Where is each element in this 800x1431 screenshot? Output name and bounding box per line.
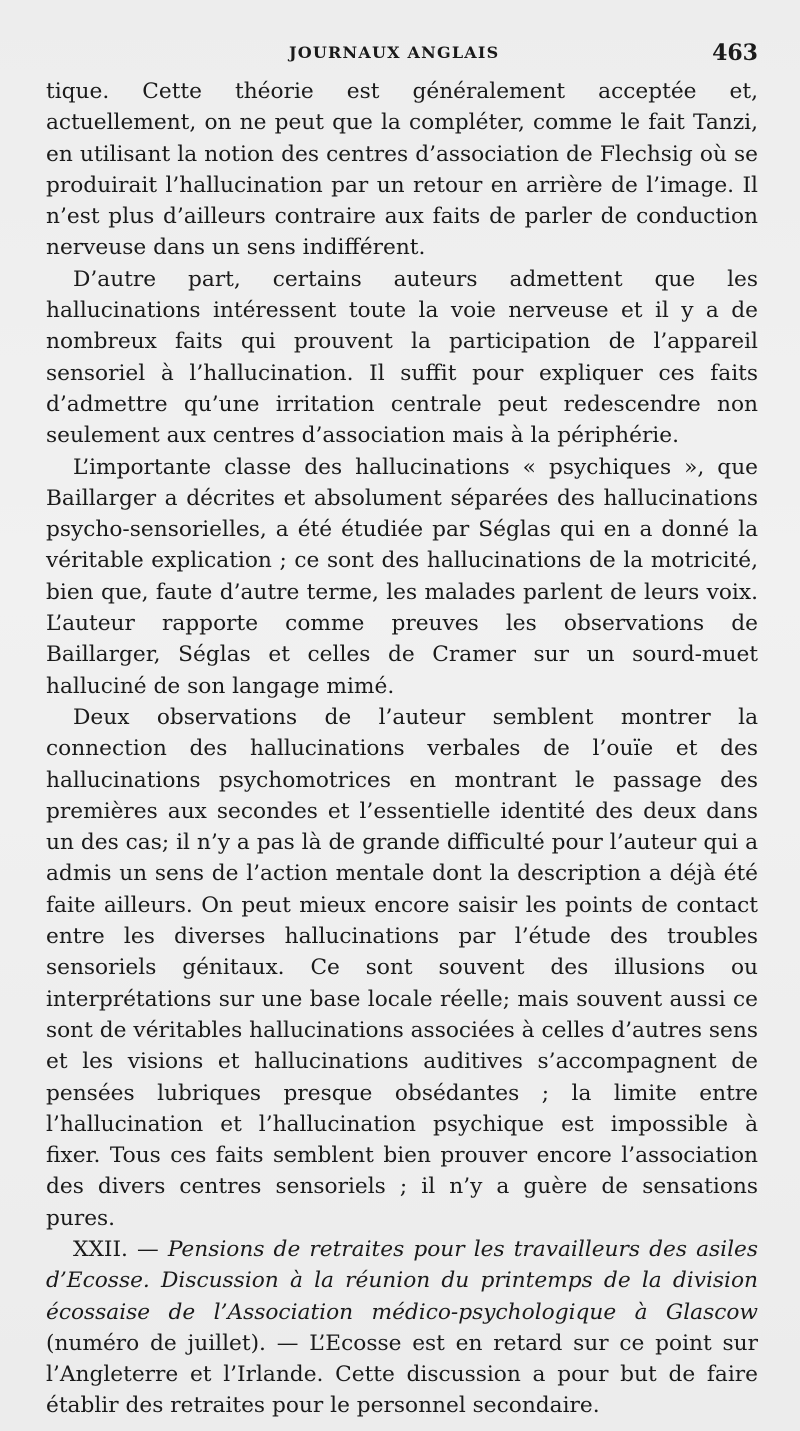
paragraph-continuation: tique. Cette théorie est généralement acceptée et, actuellement, on ne peut que la compléter, comme le fait Tanzi, en utilisant la notion des centres d’association de Flechsig où se produirait l’hallucination par un retour en arrière de l’image. Il n’est plus d’ailleurs contraire aux faits de parler de conduction nerveuse dans un sens indifférent. [46, 79, 758, 261]
running-head [0, 38, 800, 68]
section-text: (numéro de juillet). — L’Ecosse est en retard sur ce point sur l’Angleterre et l’Irlande. Cette discussion a pour but de faire établir des retraites pour le personnel secondaire. [46, 1330, 758, 1419]
section-xxii [46, 1234, 758, 1422]
paragraph-psychic-hallucinations: L’importante classe des hallucinations « psychiques », que Baillarger a décrites et absolument séparées des hallucinations psycho-sensorielles, a été étudiée par Séglas qui en a donné la véritable explication ; ce sont des hallucinations de la motricité, bien que, faute d’autre terme, les malades parlent de leurs voix. L’auteur rapporte comme preuves les observations de Baillarger, Séglas et celles de Cramer sur un sourd-muet halluciné de son langage mimé. [46, 454, 758, 699]
running-title: JOURNAUX ANGLAIS [289, 43, 500, 62]
body-text [46, 76, 758, 1422]
section-number: XXII. — [73, 1236, 159, 1262]
page-number: 463 [712, 40, 758, 66]
paragraph-nerve-pathway: D’autre part, certains auteurs admettent que les hallucinations intéressent toute la voie nerveuse et il y a de nombreux faits qui prouvent la participation de l’appareil sensoriel à l’hallucination. Il suffit pour expliquer ces faits d’admettre qu’une irritation centrale peut redescendre non seulement aux centres d’association mais à la périphérie. [46, 266, 758, 449]
section-title: Pensions de retraites pour les travailleurs des asiles d’Ecosse. Discussion à la réunion du printemps de la division écossaise de l’Association médico-psychologique à Glascow [46, 1236, 758, 1325]
paragraph-author-observations: Deux observations de l’auteur semblent montrer la connection des hallucinations verbales de l’ouïe et des hallucinations psychomotrices en montrant le passage des premières aux secondes et l’essentielle identité des deux dans un des cas; il n’y a pas là de grande difficulté pour l’auteur qui a admis un sens de l’action mentale dont la description a déjà été faite ailleurs. On peut mieux encore saisir les points de contact entre les diverses hallucinations par l’étude des troubles sensoriels génitaux. Ce sont souvent des illusions ou interprétations sur une base locale réelle; mais souvent aussi ce sont de véritables hallucinations associées à celles d’autres sens et les visions et hallucinations auditives s’accompagnent de pensées lubriques presque obsédantes ; la limite entre l’hallucination et l’hallucination psychique est impossible à fixer. Tous ces faits semblent bien prouver encore l’association des divers centres sensoriels ; il n’y a guère de sensations pures. [46, 704, 758, 1231]
